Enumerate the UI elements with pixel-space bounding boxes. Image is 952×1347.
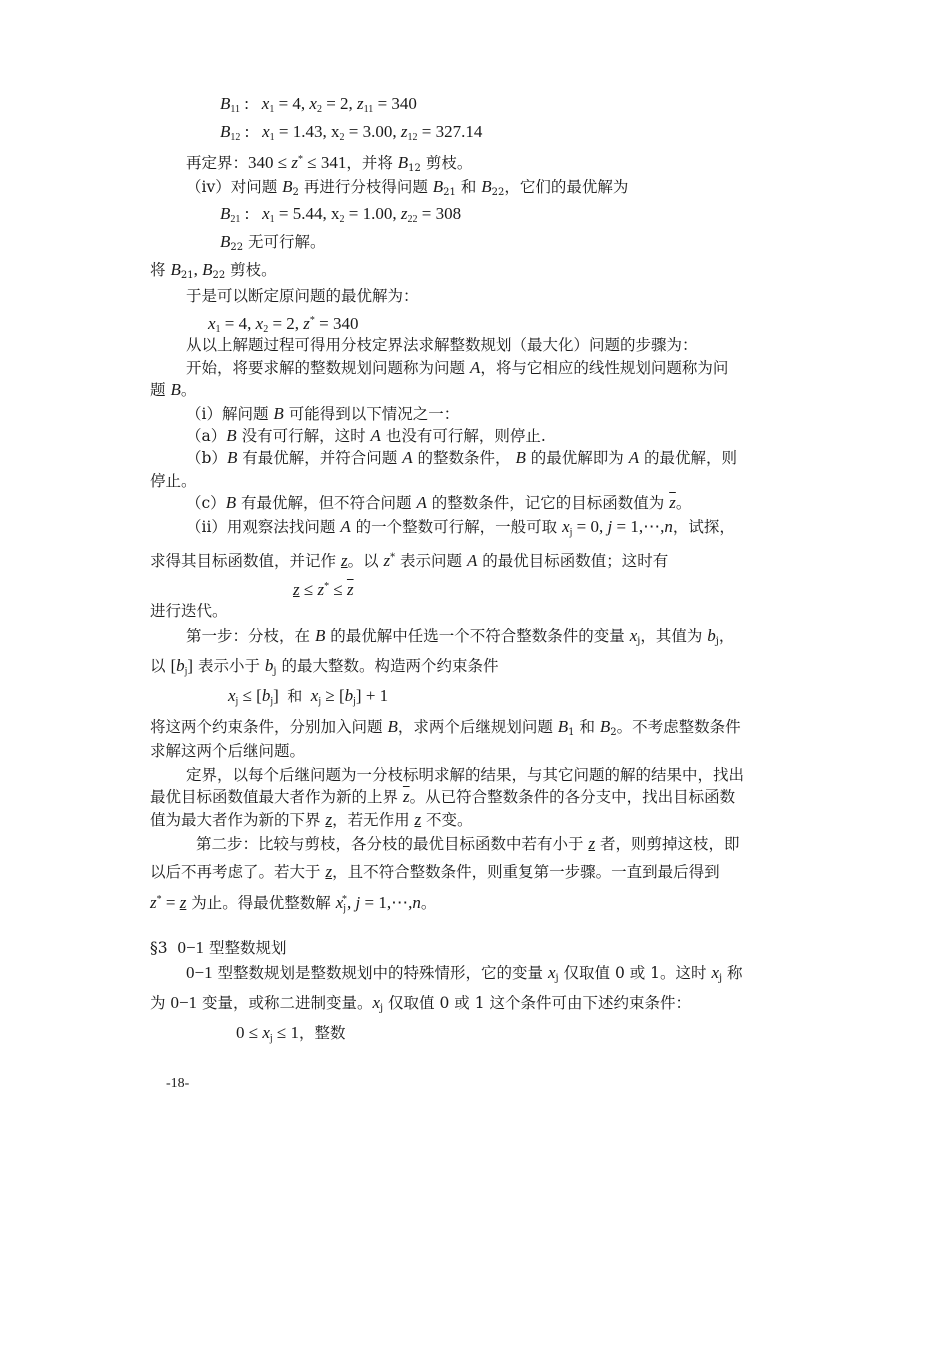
text-line: 将 $B_{21}$, $B_{22}$ 剪枝。 <box>150 260 277 281</box>
text-line: 定界，以每个后继问题为一分枝标明求解的结果，与其它问题的解的结果中，找出 <box>186 766 745 784</box>
text-line: 最优目标函数值最大者作为新的上界 $\overline{z}$。从已符合整数条件的各分支中，找出目标函数 <box>150 787 736 806</box>
text-line: 求得其目标函数值，并记作 z。以 z* 表示问题 A 的最优目标函数值；这时有 <box>150 551 669 570</box>
text-line: $x_1 = 4$, $x_2 = 2$, z* = 340 <box>208 314 359 335</box>
text-line: （i）解问题 B 可能得到以下情况之一： <box>186 404 460 423</box>
page-number: -18- <box>166 1076 190 1091</box>
text-line: 为 0−1 变量，或称二进制变量。$x_j$ 仅取值 0 或 1 这个条件可由下述约束条件： <box>150 993 691 1014</box>
text-line: $B_{12}$ : $x_1 = 1.43$, $x_2 = 3.00$, $z_{12} = 327.14$ <box>220 122 483 143</box>
section-heading: §3 0−1 型整数规划 <box>150 938 287 957</box>
text-line: 值为最大者作为新的下界 z，若无作用 z 不变。 <box>150 810 473 829</box>
text-line: $B_{11}$ : $x_1 = 4$, $x_2 = 2$, $z_{11} = 340$ <box>220 94 417 115</box>
text-line: 开始，将要求解的整数规划问题称为问题 A，将与它相应的线性规划问题称为问 <box>186 358 729 377</box>
text-line: 第二步：比较与剪枝，各分枝的最优目标函数中若有小于 z 者，则剪掉这枝，即 <box>196 834 740 853</box>
text-line: 于是可以断定原问题的最优解为： <box>186 287 419 305</box>
text-line: 第一步：分枝，在 B 的最优解中任选一个不符合整数条件的变量 $x_j$，其值为 $b_j$， <box>186 626 735 647</box>
text-line: 求解这两个后继问题。 <box>150 742 306 760</box>
text-line: 以后不再考虑了。若大于 z，且不符合整数条件，则重复第一步骤。一直到最后得到 <box>150 862 720 881</box>
text-line: 停止。 <box>150 472 197 490</box>
text-line: （a）B 没有可行解，这时 A 也没有可行解，则停止. <box>186 426 546 445</box>
text-line: （ii）用观察法找问题 A 的一个整数可行解，一般可取 $x_j = 0$, j = 1,⋯,n，试探， <box>186 517 735 538</box>
text-line: 再定界：340 ≤ z* ≤ 341，并将 $B_{12}$ 剪枝。 <box>186 153 473 174</box>
text-line: $B_{21}$ : $x_1 = 5.44$, $x_2 = 1.00$, $z_{22} = 308$ <box>220 204 462 225</box>
text-line: 题 B。 <box>150 380 197 399</box>
text-line: （b）B 有最优解，并符合问题 A 的整数条件， B 的最优解即为 A 的最优解，则 <box>186 448 738 467</box>
text-line: $z \le z^* \le \overline{z}$ <box>293 580 354 599</box>
text-line: $x_j \le [b_j]$ 和 $x_j \ge [b_j] + 1$ <box>228 686 389 707</box>
text-line: 进行迭代。 <box>150 602 228 620</box>
text-line: （iv）对问题 $B_2$ 再进行分枝得问题 $B_{21}$ 和 $B_{22}$，它们的最优解为 <box>186 177 629 198</box>
text-line: $0 \le x_j \le 1$，整数 <box>236 1023 346 1044</box>
text-line: 将这两个约束条件，分别加入问题 B，求两个后继规划问题 $B_1$ 和 $B_2$。不考虑整数条件 <box>150 717 741 738</box>
text-line: 0−1 型整数规划是整数规划中的特殊情形，它的变量 $x_j$ 仅取值 0 或 1。这时 $x_j$ 称 <box>186 963 743 984</box>
text-line: （c）B 有最优解，但不符合问题 A 的整数条件，记它的目标函数值为 $\overline{z}$。 <box>186 493 692 512</box>
text-line: $B_{22}$ 无可行解。 <box>220 232 326 253</box>
text-line: 从以上解题过程可得用分枝定界法求解整数规划（最大化）问题的步骤为： <box>186 336 698 354</box>
text-line: z* = z 为止。得最优整数解 $x_j^*$, j = 1,⋯,n。 <box>150 893 437 914</box>
text-line: 以 $[b_j]$ 表示小于 $b_j$ 的最大整数。构造两个约束条件 <box>150 656 499 677</box>
